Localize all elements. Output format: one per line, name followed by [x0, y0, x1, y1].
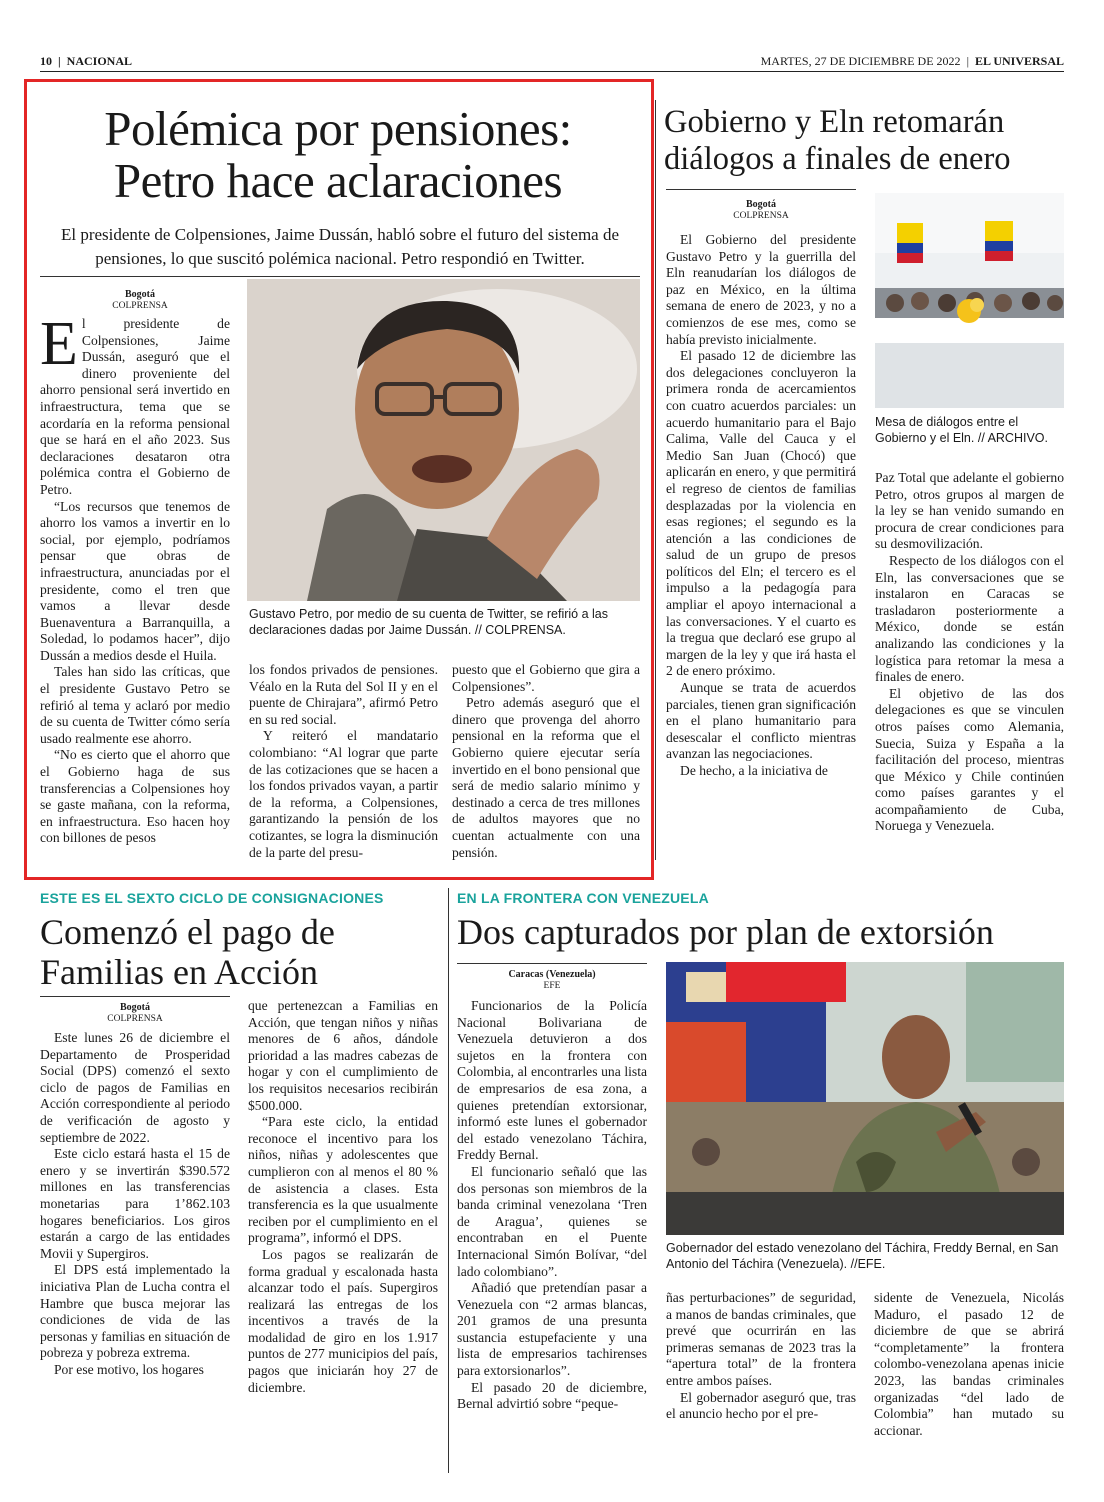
eln-rule: [666, 189, 856, 190]
speaker-illustration: [666, 962, 1064, 1235]
eln-col1: El Gobierno del presidente Gustavo Petro y la guerrilla del Eln reanudarían los diálogos de paz en México, en la última semana de enero de 2023, y no a comienzos de ese mes, como se había previsto inicialmente. El pasado 12 de diciembre las dos delegaciones concluyeron la primera ronda de acercamientos con cuatro acuerdos parciales: un acuerdo humanitario para el Bajo Calima, Valle del Cauca y el Medio San Juan (Chocó) que aplicarán en enero, y que permitirá el regreso de cientos de familias desplazadas por la violencia en esas regiones; el segundo es la atención a las condiciones de salud de un grupo de presos políticos del Eln; el tercero es el impulso a la pedagogía para ampliar el apoyo internacional a las conversaciones. Y el cuarto es la tregua que declaró ese grupo al margen de la ley y que irá hasta el 2 de enero próximo. Aunque se trata de acuerdos parciales, tienen gran significación en el plano humanitario para desescalar el conflicto mientras avanzan las negociaciones. De hecho, a la iniciativa de: [666, 232, 856, 778]
pensiones-headline: Polémica por pensiones: Petro hace aclaraciones: [104, 101, 572, 208]
pensiones-col3: puesto que el Gobierno que gira a Colpensiones”. Petro además aseguró que el dinero que provenga del ahorro pensional en la reforma que el Gobierno quiere ejecutar sería invertido en el bono pensional que será de medio salario mínimo y destinado a cerca de tres millones de adultos mayores que no cuentan actualmente con una pensión.: [452, 662, 640, 860]
extorsion-kicker: EN LA FRONTERA CON VENEZUELA: [457, 890, 709, 906]
header-rule: [40, 71, 1064, 72]
pensiones-subhead-rule: [40, 276, 640, 277]
familias-rule: [40, 996, 230, 997]
bernal-photo: [666, 962, 1064, 1235]
extorsion-col1: Funcionarios de la Policía Nacional Bolivariana de Venezuela detuvieron a dos sujetos en la frontera con Colombia, al encontrarles una lista de empresarios de esa zona, a quienes pretendían extorsionar, informó este lunes el gobernador del estado venezolano Táchira, Freddy Bernal. El funcionario señaló que las dos personas son miembros de la banda criminal venezolana ‘Tren de Aragua’, quienes se encontraban en el Puente Internacional Simón Bolívar, “del lado colombiano”. Añadió que pretendían pasar a Venezuela con “2 armas blancas, 201 gramos de una presunta sustancia estupefaciente y una lista de empresarios tachirenses para extorsionarlos”. El pasado 20 de diciembre, Bernal advirtió sobre “peque-: [457, 998, 647, 1412]
page-header: 10 | NACIONAL MARTES, 27 DE DICIEMBRE DE 2022 | EL UNIVERSAL: [40, 54, 1064, 68]
bottom-column-divider: [448, 888, 449, 1473]
eln-photo-caption: Mesa de diálogos entre el Gobierno y el Eln. // ARCHIVO.: [875, 415, 1048, 445]
eln-photo: [875, 193, 1064, 408]
pensiones-subhead: El presidente de Colpensiones, Jaime Dussán, habló sobre el futuro del sistema de pensiones, lo que suscitó polémica nacional. Petro respondió en Twitter.: [60, 225, 620, 268]
familias-kicker: ESTE ES EL SEXTO CICLO DE CONSIGNACIONES: [40, 890, 384, 906]
portrait-illustration: [247, 279, 640, 601]
bernal-photo-caption: Gobernador del estado venezolano del Táchira, Freddy Bernal, en San Antonio del Táchira (Venezuela). //EFE.: [666, 1241, 1059, 1271]
extorsion-headline: Dos capturados por plan de extorsión: [457, 912, 994, 952]
eln-dateline: Bogotá COLPRENSA: [733, 199, 789, 221]
newspaper-name: EL UNIVERSAL: [974, 54, 1064, 68]
eln-headline: Gobierno y Eln retomarán diálogos a finales de enero: [664, 104, 1011, 177]
extorsion-col2: ñas perturbaciones” de seguridad, a manos de bandas criminales, que prevé que ocurrirán en las primeras semanas de 2023 tras la “apertura total” de la frontera entre ambos países. El gobernador aseguró que, tras el anuncio hecho por el pre-: [666, 1290, 856, 1422]
issue-date: MARTES, 27 DE DICIEMBRE DE 2022: [760, 54, 961, 68]
section-name: NACIONAL: [66, 54, 132, 68]
dropcap: E: [40, 310, 78, 378]
pensiones-col1: El presidente de Colpensiones, Jaime Dussán, aseguró que el dinero proveniente del ahorro pensional será invertido en infraestructura, tema que se acordaría en la reforma pensional que se hará en el año 2023. Sus declaraciones desataron otra polémica contra el Gobierno de Petro. “Los recursos que tenemos de ahorro los vamos a invertir en lo social, por ejemplo, podríamos pensar que obras de infraestructura, anunciadas por el presidente, como el tren que vamos a llevar desde Buenaventura a Barranquilla, a Soledad, lo podamos hacer”, dijo Dussán a medios desde el Huila. Tales han sido las críticas, que el presidente Gustavo Petro se refirió al tema y aclaró por medio de su cuenta de Twitter cómo sería usado realmente ese ahorro. “No es cierto que el ahorro que el Gobierno haga de sus transferencias a Colpensiones hoy se gaste mañana, con la reforma, en infraestructura. Eso hacen hoy con billones de pesos: [40, 310, 230, 846]
dialogue-table-illustration: [875, 193, 1064, 408]
extorsion-rule: [457, 963, 647, 964]
familias-col2: que pertenezcan a Familias en Acción, que tengan niños y niñas menores de 6 años, dándole prioridad a las madres cabezas de hogar y con el cumplimiento de los requisitos necesarios recibirán $500.000. “Para este ciclo, la entidad reconoce el incentivo para los niños, niñas y adolescentes que cumplieron con al menos el 80 % de asistencia a clases. Esta transferencia es la que usualmente reciben por el cumplimiento en el programa”, informó el DPS. Los pagos se realizarán de forma gradual y escalonada hasta alcanzar todo el país. Supergiros realizará las entregas de los incentivos a través de la modalidad de giro en los 1.917 puntos de 277 municipios del país, pagos que iniciarán hoy 27 de diciembre.: [248, 998, 438, 1395]
pensiones-dateline: Bogotá COLPRENSA: [112, 289, 168, 311]
pensiones-col2: los fondos privados de pensiones. Véalo en la Ruta del Sol II y en el puente de Chirajara”, afirmó Petro en su red social. Y reiteró el mandatario colombiano: “Al lograr que parte de las cotizaciones que se hacen a los fondos privados vayan, a partir de la reforma, a Colpensiones, garantizando la pensión de los cotizantes, se logra la disminución de la parte del presu-: [249, 662, 438, 860]
eln-col2: Paz Total que adelante el gobierno Petro, otros grupos al margen de la ley se han venido sumando en procura de crear condiciones para su desmovilización. Respecto de los diálogos con el Eln, las conversaciones que se instalaron en Caracas se trasladaron posteriormente a México, donde se están analizando las condiciones y la logística para retomar la mesa a finales de enero. El objetivo de las dos delegaciones es que se vinculen otros países como Alemania, Suecia, Suiza y España a la facilitación del proceso, mientras que México y Chile continúen como países garantes y el acompañamiento de Cuba, Noruega y Venezuela.: [875, 470, 1064, 834]
familias-headline: Comenzó el pago de Familias en Acción: [40, 912, 335, 992]
extorsion-col3: sidente de Venezuela, Nicolás Maduro, el pasado 12 de diciembre de que se abrirá “completamente” la frontera colombo-venezolana apenas inicie 2023, las bandas criminales organizadas “del lado de Colombia” han mutado su accionar.: [874, 1290, 1064, 1438]
extorsion-dateline: Caracas (Venezuela) EFE: [508, 969, 596, 991]
page-number: 10: [40, 54, 52, 68]
familias-dateline: Bogotá COLPRENSA: [107, 1002, 163, 1024]
familias-col1: Este lunes 26 de diciembre el Departamento de Prosperidad Social (DPS) comenzó el sexto ciclo de pagos de Familias en Acción correspondiente al periodo de verificación de agosto y septiembre de 2022. Este ciclo estará hasta el 15 de enero y se invertirán $390.572 millones en las transferencias monetarias para 1’862.103 hogares beneficiarios. Los giros estarán a cargo de las entidades Movii y Supergiros. El DPS está implementado la iniciativa Plan de Lucha contra el Hambre que busca mejorar las condiciones de vida de las personas y familias en situación de pobreza y pobreza extrema. Por ese motivo, los hogares: [40, 1030, 230, 1377]
petro-photo: [247, 279, 640, 601]
column-divider: [655, 100, 656, 860]
petro-photo-caption: Gustavo Petro, por medio de su cuenta de Twitter, se refirió a las declaraciones dadas por Jaime Dussán. // COLPRENSA.: [249, 607, 608, 637]
